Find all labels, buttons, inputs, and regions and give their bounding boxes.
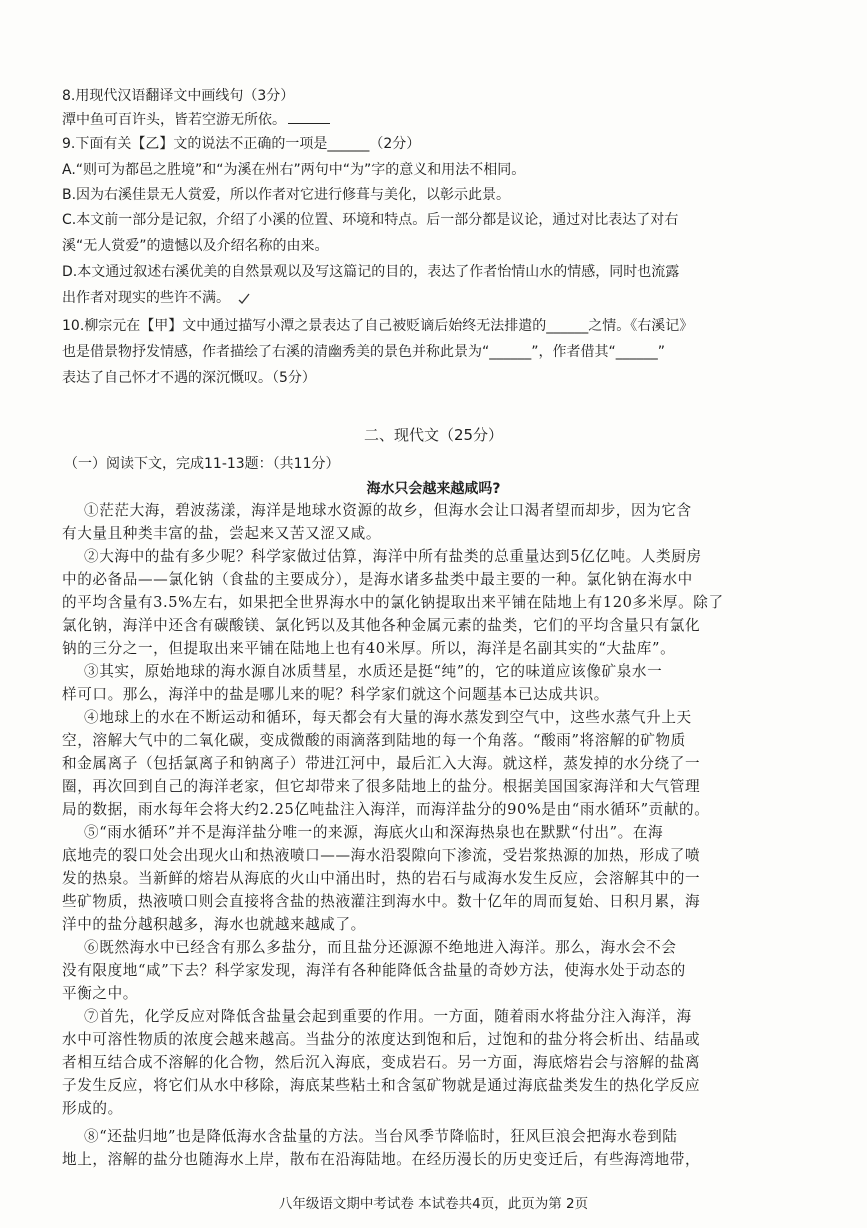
article-line: ⑦首先，化学反应对降低含盐量会起到重要的作用。一方面，随着雨水将盐分注入海洋，海 (84, 1008, 692, 1025)
article-line: 子发生反应，将它们从水中移除，海底某些粘土和含氢矿物就是通过海底盐类发生的热化学反应 (62, 1077, 701, 1094)
article-line: 和金属离子（包括氯离子和钠离子）带进江河中，最后汇入大海。就这样，蒸发掉的水分绕了一 (62, 755, 701, 772)
article-line: 氯化钠，海洋中还含有碳酸镁、氯化钙以及其他各种金属元素的盐类，它们的平均含量只有氯化 (62, 617, 701, 634)
article-line: 有大量且种类丰富的盐，尝起来又苦又涩又咸。 (62, 525, 382, 542)
article-line: 者相互结合成不溶解的化合物，然后沉入海底，变成岩石。另一方面，海底熔岩会与溶解的盐离 (62, 1054, 701, 1071)
page-footer: 八年级语文期中考试卷 本试卷共4页，此页为第 2页 (278, 1196, 589, 1212)
q8-answer-blank[interactable] (288, 111, 330, 124)
q9-option-a: A.“则可为都邑之胜境”和“为溪在州右”两句中“为”字的意义和用法不相同。 (62, 162, 526, 178)
article-line: 水中可溶性物质的浓度会越来越高。当盐分的浓度达到饱和后，过饱和的盐分将会析出、结晶或 (62, 1031, 701, 1048)
article-line: 样可口。那么，海洋中的盐是哪儿来的呢？科学家们就这个问题基本已达成共识。 (62, 686, 609, 703)
article-line: 的平均含量有3.5%左右，如果把全世界海水中的氯化钠提取出来平铺在陆地上有120多米厚。除了 (62, 594, 724, 611)
q9-option-b: B.因为右溪佳景无人赏爱，所以作者对它进行修葺与美化，以彰示此景。 (62, 187, 511, 203)
question-8-sentence (62, 110, 812, 130)
q8-sentence-text: 潭中鱼可百许头，皆若空游无所依。 (62, 112, 286, 128)
q9-option-c-line2: 溪“无人赏爱”的遗憾以及介绍名称的由来。 (62, 238, 329, 254)
article-line: ⑧“还盐归地”也是降低海水含盐量的方法。当台风季节降临时，狂风巨浪会把海水卷到陆 (84, 1128, 678, 1145)
article-line: 些矿物质，热液喷口则会直接将含盐的热液灌注到海水中。数十亿年的周而复始、日积月累，海 (62, 893, 701, 910)
article-line: 洋中的盐分越积越多，海水也就越来越咸了。 (62, 916, 366, 933)
article-line: ⑤“雨水循环”并不是海洋盐分唯一的来源，海底火山和深海热泉也在默默“付出”。在海 (84, 824, 664, 841)
article-line: 发的热泉。当新鲜的熔岩从海底的火山中涌出时，热的岩石与咸海水发生反应，会溶解其中的一 (62, 870, 701, 887)
article-line: ⑥既然海水中已经含有那么多盐分，而且盐分还源源不绝地进入海洋。那么，海水会不会 (84, 939, 677, 956)
question-10-line1: 10.柳宗元在【甲】文中通过描写小潭之景表达了自己被贬谪后始终无法排遣的______之情。《右溪记》 (62, 318, 694, 334)
q9-option-c-line1: C.本文前一部分是记叙，介绍了小溪的位置、环境和特点。后一部分都是议论，通过对比表达了对右 (62, 212, 679, 228)
article-line: 钠的三分之一，但提取出来平铺在陆地上也有40米厚。所以，海洋是名副其实的“大盐库”。 (62, 640, 676, 657)
article-line: 底地壳的裂口处会出现火山和热液喷口——海水沿裂隙向下渗流，受岩浆热源的加热，形成了喷 (62, 847, 701, 864)
article-line: ③其实，原始地球的海水源自冰质彗星，水质还是挺“纯”的，它的味道应该像矿泉水一 (84, 663, 663, 680)
question-10-line3: 表达了自己怀才不遇的深沉慨叹。（5分） (62, 370, 316, 386)
question-8: 8.用现代汉语翻译文中画线句（3分） (62, 88, 295, 104)
article-line: 形成的。 (62, 1100, 123, 1117)
q9-option-d-line2 (62, 288, 812, 308)
article-line: ④地球上的水在不断运动和循环，每天都会有大量的海水蒸发到空气中，这些水蒸气升上天 (84, 709, 692, 726)
article-line: 中的必备品——氯化钠（食盐的主要成分），是海水诸多盐类中最主要的一种。氯化钠在海水中 (62, 571, 693, 588)
q9-option-d-text: 出作者对现实的些许不满。 (62, 290, 230, 306)
q9-option-d-line1: D.本文通过叙述右溪优美的自然景观以及写这篇记的目的，表达了作者怡情山水的情感，同时也流露 (62, 264, 680, 280)
section-title: 二、现代文（25分） (363, 426, 504, 444)
article-line: 平衡之中。 (62, 985, 138, 1002)
article-line: 局的数据，雨水每年会将大约2.25亿吨盐注入海洋，而海洋盐分的90%是由“雨水循环”贡献的。 (62, 801, 710, 818)
article-line: ②大海中的盐有多少呢？科学家做过估算，海洋中所有盐类的总重量达到5亿亿吨。人类厨房 (84, 548, 702, 565)
article-line: ①茫茫大海，碧波荡漾，海洋是地球水资源的故乡，但海水会让口渴者望而却步，因为它含 (84, 502, 692, 519)
reading-instruction: （一）阅读下文，完成11-13题：（共11分） (64, 456, 340, 472)
article-line: 空，溶解大气中的二氧化碳，变成微酸的雨滴落到陆地的每一个角落。“酸雨”将溶解的矿物质 (62, 732, 686, 749)
article-line: 地上，溶解的盐分也随海水上岸，散布在沿海陆地。在经历漫长的历史变迁后，有些海湾地带， (62, 1151, 701, 1168)
article-line: 圈，再次回到自己的海洋老家，但它却带来了很多陆地上的盐分。根据美国国家海洋和大气管理 (62, 778, 701, 795)
question-9: 9.下面有关【乙】文的说法不正确的一项是______（2分） (62, 136, 421, 152)
article-title: 海水只会越来越咸吗? (366, 481, 501, 497)
question-10-line2: 也是借景物抒发情感，作者描绘了右溪的清幽秀美的景色并称此景为“______”，作者借其“______” (62, 344, 666, 360)
article-line: 没有限度地“咸”下去？科学家发现，海洋有各种能降低含盐量的奇妙方法，使海水处于动态的 (62, 962, 686, 979)
check-mark-icon (238, 292, 250, 304)
